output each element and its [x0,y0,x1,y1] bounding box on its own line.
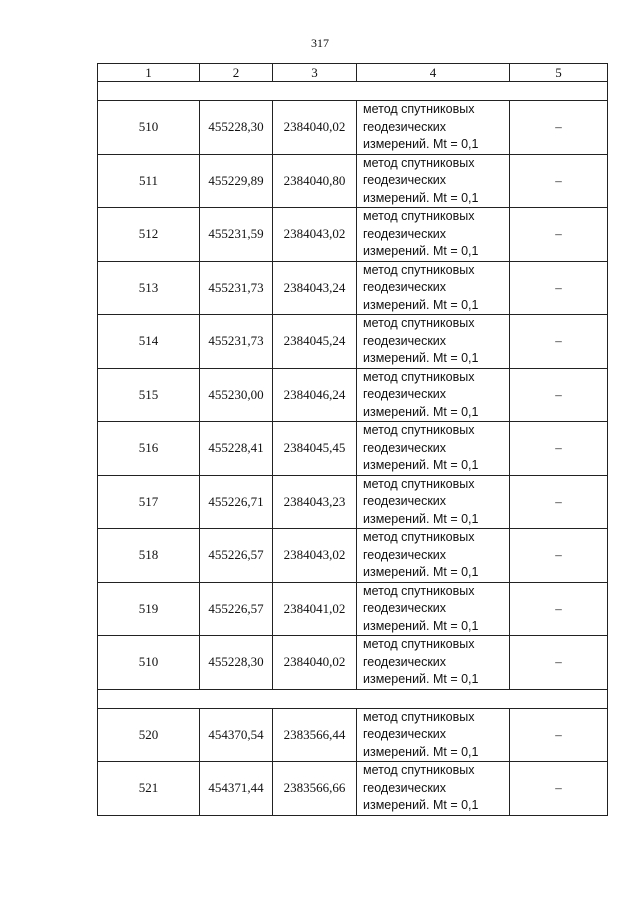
method-line: метод спутниковых [363,476,475,491]
method-line: метод спутниковых [363,155,475,170]
section-separator-cell [98,82,608,101]
method-line: метод спутниковых [363,763,475,777]
column-header-1: 1 [98,64,200,82]
y-coordinate-cell: 2384041,02 [273,582,357,636]
note-cell: – [510,422,608,476]
point-number-cell: 511 [98,154,200,208]
column-header-4: 4 [357,64,510,82]
y-coordinate-cell: 2384045,24 [273,315,357,369]
table-row [98,368,608,422]
note-cell: – [510,368,608,422]
note-cell: – [510,208,608,262]
method-line: метод спутниковых [363,209,475,223]
method-line: геодезических [363,780,447,795]
method-line: измерений. Mt = 0,1 [363,137,479,151]
point-number-cell: 515 [98,368,200,422]
table-row [98,101,608,155]
x-coordinate-cell: 455228,41 [200,422,273,476]
method-line: измерений. Mt = 0,1 [363,565,479,579]
method-cell [357,261,510,315]
method-line: метод спутниковых [363,102,475,116]
method-line: геодезических [363,280,447,294]
note-cell: – [510,101,608,155]
table-row [98,422,608,476]
method-line: геодезических [363,440,447,455]
method-cell [357,582,510,636]
x-coordinate-cell: 454371,44 [200,762,273,816]
section-separator-cell [98,689,608,708]
method-line: измерений. Mt = 0,1 [363,190,479,205]
method-line: измерений. Mt = 0,1 [363,798,479,812]
note-cell: – [510,708,608,762]
method-line: измерений. Mt = 0,1 [363,351,479,365]
method-cell [357,368,510,422]
point-number-cell: 518 [98,529,200,583]
method-cell [357,529,510,583]
method-line: геодезических [363,226,447,241]
point-number-cell: 520 [98,708,200,762]
note-cell: – [510,315,608,369]
column-header-3: 3 [273,64,357,82]
method-line: измерений. Mt = 0,1 [363,672,479,686]
table-row [98,154,608,208]
y-coordinate-cell: 2384045,45 [273,422,357,476]
note-cell: – [510,636,608,690]
note-cell: – [510,475,608,529]
table-row [98,636,608,690]
x-coordinate-cell: 455231,73 [200,315,273,369]
method-line: метод спутниковых [363,262,475,277]
note-cell: – [510,582,608,636]
method-line: геодезических [363,119,447,134]
method-line: измерений. Mt = 0,1 [363,297,479,312]
method-cell [357,636,510,690]
point-number-cell: 521 [98,762,200,816]
x-coordinate-cell: 455230,00 [200,368,273,422]
section-separator-row [98,689,608,708]
method-cell [357,762,510,816]
table-row [98,208,608,262]
y-coordinate-cell: 2384043,24 [273,261,357,315]
method-line: геодезических [363,494,447,508]
point-number-cell: 517 [98,475,200,529]
method-cell [357,101,510,155]
x-coordinate-cell: 455226,57 [200,529,273,583]
x-coordinate-cell: 455228,30 [200,101,273,155]
table-row [98,475,608,529]
x-coordinate-cell: 455226,57 [200,582,273,636]
method-line: геодезических [363,727,447,741]
method-line: метод спутниковых [363,530,475,544]
column-header-5: 5 [510,64,608,82]
y-coordinate-cell: 2384040,02 [273,101,357,155]
method-cell [357,154,510,208]
table-row [98,762,608,816]
method-line: геодезических [363,601,447,615]
y-coordinate-cell: 2384040,80 [273,154,357,208]
method-line: метод спутниковых [363,583,475,598]
method-line: метод спутниковых [363,637,475,651]
method-line: измерений. Mt = 0,1 [363,618,479,633]
method-line: геодезических [363,387,447,401]
table-row [98,315,608,369]
point-number-cell: 510 [98,101,200,155]
table-body [98,82,608,816]
y-coordinate-cell: 2384046,24 [273,368,357,422]
note-cell: – [510,762,608,816]
method-line: метод спутниковых [363,709,475,724]
x-coordinate-cell: 455228,30 [200,636,273,690]
point-number-cell: 519 [98,582,200,636]
method-line: измерений. Mt = 0,1 [363,404,479,419]
y-coordinate-cell: 2384040,02 [273,636,357,690]
method-cell [357,475,510,529]
x-coordinate-cell: 455229,89 [200,154,273,208]
point-number-cell: 512 [98,208,200,262]
x-coordinate-cell: 455231,73 [200,261,273,315]
point-number-cell: 514 [98,315,200,369]
y-coordinate-cell: 2384043,23 [273,475,357,529]
method-line: геодезических [363,654,447,669]
x-coordinate-cell: 455231,59 [200,208,273,262]
method-cell [357,422,510,476]
note-cell: – [510,529,608,583]
page-number: 317 [311,36,329,50]
method-cell [357,315,510,369]
method-line: метод спутниковых [363,369,475,384]
method-line: измерений. Mt = 0,1 [363,511,479,526]
note-cell: – [510,261,608,315]
y-coordinate-cell: 2384043,02 [273,529,357,583]
point-number-cell: 516 [98,422,200,476]
y-coordinate-cell: 2383566,66 [273,762,357,816]
method-line: измерений. Mt = 0,1 [363,744,479,759]
table-header-row [98,64,608,82]
table-row [98,708,608,762]
method-line: измерений. Mt = 0,1 [363,458,479,472]
table-row [98,261,608,315]
table-row [98,582,608,636]
x-coordinate-cell: 455226,71 [200,475,273,529]
x-coordinate-cell: 454370,54 [200,708,273,762]
method-line: геодезических [363,547,447,562]
point-number-cell: 510 [98,636,200,690]
method-line: метод спутниковых [363,423,475,437]
note-cell: – [510,154,608,208]
method-line: геодезических [363,333,447,348]
column-header-2: 2 [200,64,273,82]
y-coordinate-cell: 2384043,02 [273,208,357,262]
section-separator-row [98,82,608,101]
method-line: измерений. Mt = 0,1 [363,244,479,258]
table-row [98,529,608,583]
method-line: метод спутниковых [363,316,475,330]
method-cell [357,708,510,762]
method-line: геодезических [363,173,447,187]
coordinates-table [97,63,608,816]
method-cell [357,208,510,262]
y-coordinate-cell: 2383566,44 [273,708,357,762]
point-number-cell: 513 [98,261,200,315]
